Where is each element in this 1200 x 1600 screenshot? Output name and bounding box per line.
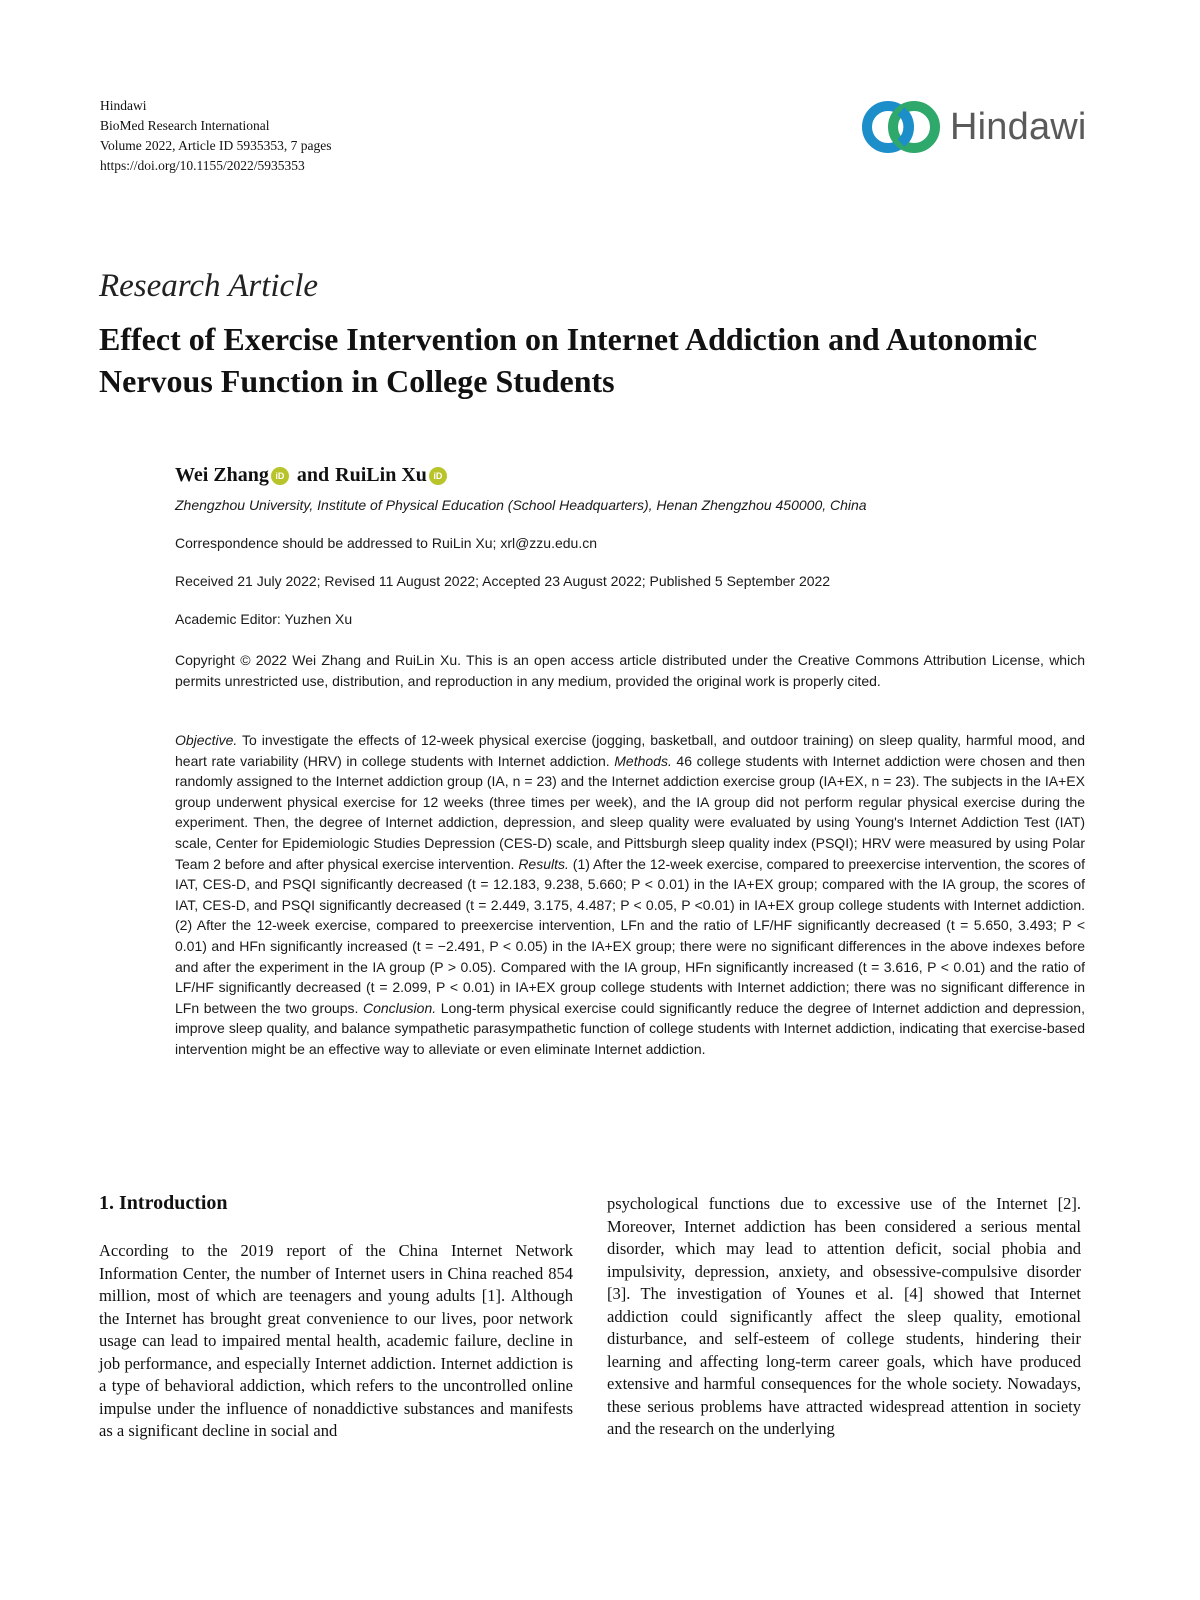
journal-header [100, 96, 500, 176]
article-type: Research Article [99, 268, 319, 304]
abstract-text [175, 730, 1085, 1060]
hindawi-rings-icon [860, 96, 944, 158]
abstract-label: Conclusion. [362, 999, 437, 1016]
logo-wordmark: Hindawi [950, 105, 1087, 148]
abstract-segment: To investigate the effects of 12-week physical exercise (jogging, basketball, and outdoor training) on sleep quality, harmful mood, and heart rate variability (HRV) in college students with Internet addiction. [175, 732, 1085, 769]
correspondence: Correspondence should be addressed to RuiLin Xu; xrl@zzu.edu.cn [175, 535, 598, 551]
abstract-label: Objective. [175, 732, 238, 748]
academic-editor: Academic Editor: Yuzhen Xu [175, 611, 353, 627]
orcid-icon[interactable]: iD [429, 467, 447, 485]
article-title: Effect of Exercise Intervention on Internet Addiction and Autonomic Nervous Function in College Students [99, 321, 1038, 399]
author-name[interactable]: RuiLin Xu [335, 464, 427, 486]
abstract-segment: Long-term physical exercise could significantly reduce the degree of Internet addiction and depression, improve sleep quality, and balance sympathetic parasympathetic function of college students with Internet addiction, indicating that exercise-based intervention might be an effective way to alleviate or even eliminate Internet addiction. [175, 999, 1085, 1057]
abstract-segment: 46 college students with Internet addiction were chosen and then randomly assigned to the Internet addiction group (IA, n = 23) and the Internet addiction exercise group (IA+EX, n = 23). The subjects in the IA+EX group underwent physical exercise for 12 weeks (three times per week), and the IA group did not perform regular physical exercise during the experiment. Then, the degree of Internet addiction, depression, and sleep quality were evaluated by using Young's Internet Addiction Test (IAT) scale, Center for Epidemiologic Studies Depression (CES-D) scale, and Pittsburgh sleep quality index (PSQI); HRV were measured by using Polar Team 2 before and after physical exercise intervention. [175, 752, 1085, 872]
copyright-notice: Copyright © 2022 Wei Zhang and RuiLin Xu. This is an open access article distributed under the Creative Commons Attribution License, which permits unrestricted use, distribution, and reproduction in any medium, provided the original work is properly cited. [175, 652, 1085, 689]
author-conjunction: and [296, 464, 330, 486]
abstract [175, 730, 1085, 1060]
publication-dates: Received 21 July 2022; Revised 11 August 2022; Accepted 23 August 2022; Published 5 September 2022 [175, 573, 831, 589]
affiliation: Zhengzhou University, Institute of Physical Education (School Headquarters), Henan Zhengzhou 450000, China [175, 497, 867, 513]
hindawi-logo [860, 96, 1100, 158]
body-paragraph: psychological functions due to excessive use of the Internet [2]. Moreover, Internet addiction has been considered a serious mental disorder, which may lead to attention deficit, social phobia and impulsivity, depression, anxiety, and obsessive-compulsive disorder [3]. The investigation of Younes et al. [4] showed that Internet addiction could significantly affect the sleep quality, emotional disturbance, and self-esteem of college students, hindering their learning and affecting long-term career goals, which have produced extensive and harmful consequences for the whole society. Nowadays, these serious problems have attracted widespread attention in society and the research on the underlying [607, 1194, 1081, 1438]
abstract-label: Methods. [614, 752, 672, 769]
orcid-icon[interactable]: iD [271, 467, 289, 485]
doi-link[interactable]: https://doi.org/10.1155/2022/5935353 [100, 158, 305, 173]
section-heading: 1. Introduction [99, 1192, 228, 1214]
author-name[interactable]: Wei Zhang [175, 464, 269, 486]
abstract-label: Results. [518, 855, 569, 872]
body-column-right [607, 1193, 1081, 1441]
publisher-name: Hindawi [100, 98, 147, 113]
body-paragraph: According to the 2019 report of the China Internet Network Information Center, the number of Internet users in China reached 854 million, most of which are teenagers and young adults [1]. Although the Internet has brought great convenience to our lives, poor network usage can lead to impaired mental health, academic failure, decline in job performance, and especially Internet addiction. Internet addiction is a type of behavioral addiction, which refers to the uncontrolled online impulse under the influence of nonaddictive substances and manifests as a significant decline in social and [99, 1241, 573, 1440]
body-column-left [99, 1190, 573, 1443]
abstract-segment: (1) After the 12-week exercise, compared to preexercise intervention, the scores of IAT, CES-D, and PSQI significantly decreased (t = 12.183, 9.238, 5.660; P < 0.01) in the IA+EX group; compared with the IA group, the scores of IAT, CES-D, and PSQI significantly decreased (t = 2.449, 3.175, 4.487; P < 0.05, P <0.01) in IA+EX group college students with Internet addiction. (2) After the 12-week exercise, compared to preexercise intervention, LFn and the ratio of LF/HF significantly decreased (t = 5.650, 3.493; P < 0.01) and HFn significantly increased (t = −2.491, P < 0.05) in the IA+EX group; there were no significant differences in the above indexes before and after the experiment in the IA group (P > 0.05). Compared with the IA group, HFn significantly increased (t = 3.616, P < 0.01) and the ratio of LF/HF significantly decreased (t = 2.099, P < 0.01) in IA+EX group college students with Internet addiction; there was no significant difference in LFn between the two groups. [175, 855, 1085, 1016]
journal-name: BioMed Research International [100, 118, 270, 133]
volume-info: Volume 2022, Article ID 5935353, 7 pages [100, 138, 332, 153]
author-list [175, 464, 453, 487]
